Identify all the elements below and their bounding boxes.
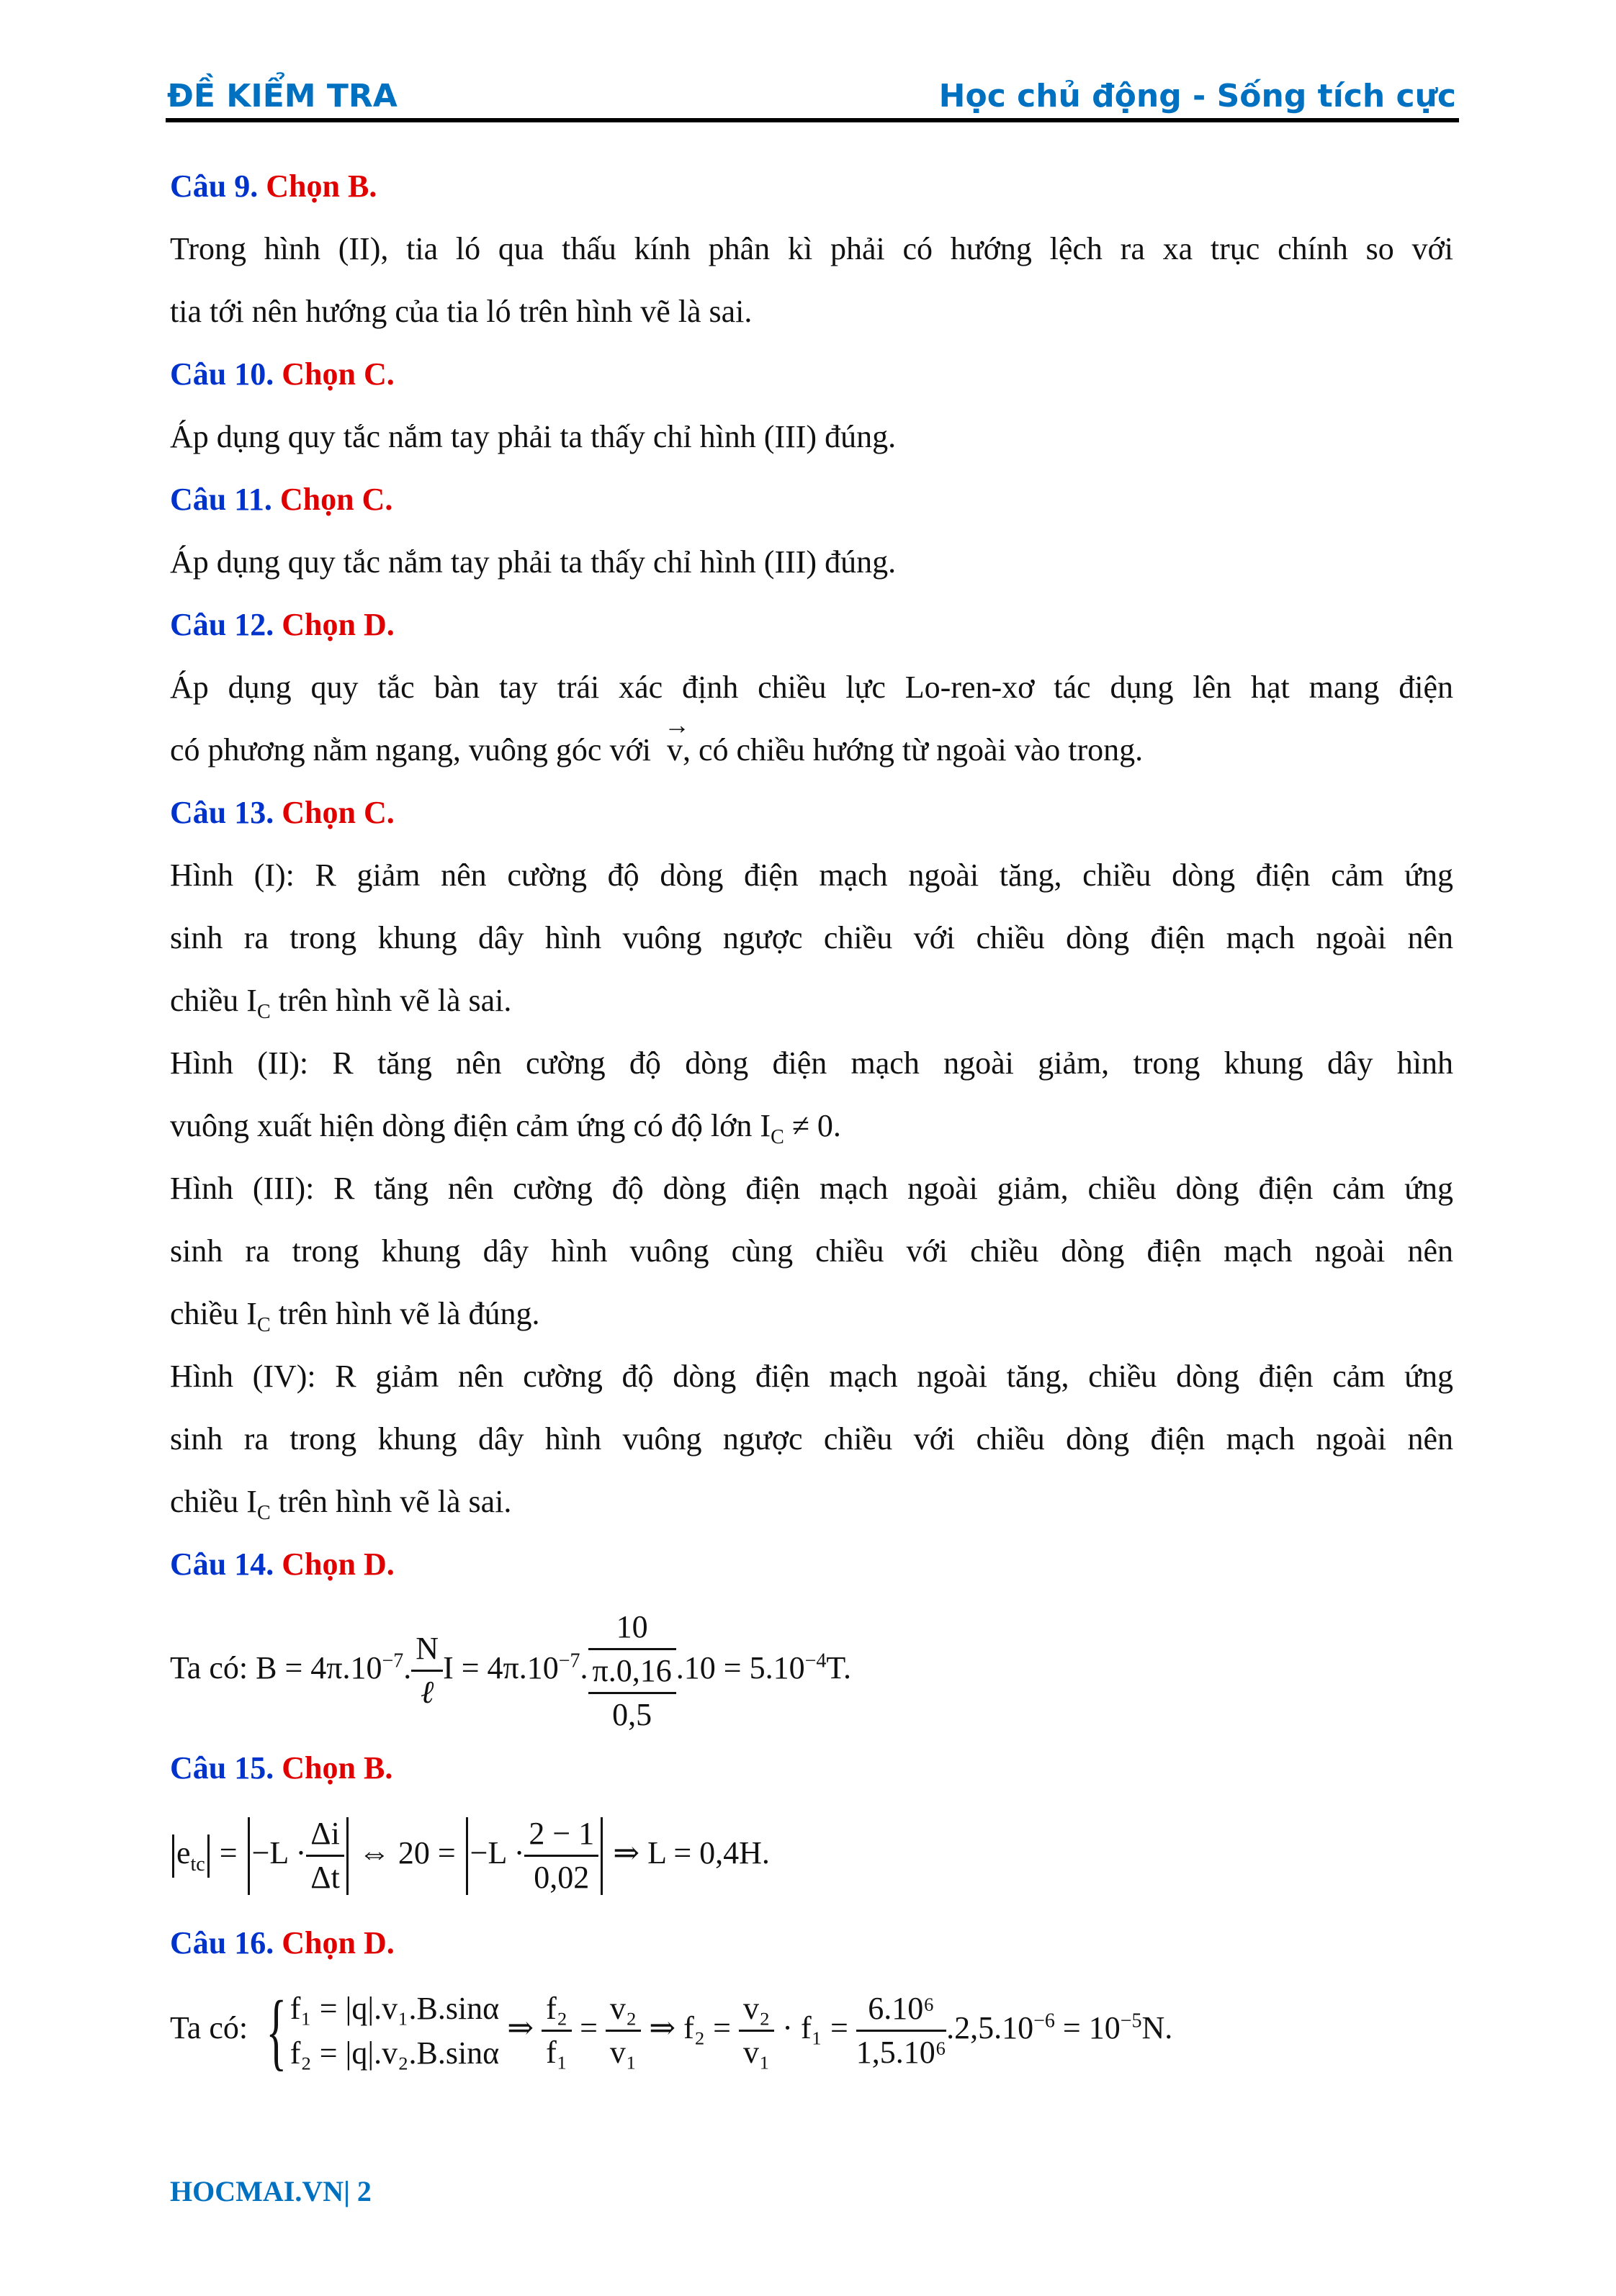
q13-h4-line-2: sinh ra trong khung dây hình vuông ngược chiều với chiều dòng điện mạch ngoài nên xyxy=(170,1421,1453,1457)
q13-h1-line-3: chiều $I_C$ trên hình vẽ là sai. xyxy=(170,983,512,1023)
q13-h4-line-1: Hình (IV): R giảm nên cường độ dòng điện mạch ngoài tăng, chiều dòng điện cảm ứng xyxy=(170,1359,1453,1394)
page-footer: HOCMAI.VN| 2 xyxy=(170,2175,372,2207)
question-label: Câu 16. xyxy=(170,1925,274,1960)
header-slogan: Học chủ động - Sống tích cực xyxy=(938,78,1456,114)
fraction-compound: 10 π.0,16 0,5 xyxy=(588,1606,676,1736)
question-label: Câu 13. xyxy=(170,795,274,830)
question-label: Câu 11. xyxy=(170,482,272,517)
q13-h3-line-3: chiều $I_C$ trên hình vẽ là đúng. xyxy=(170,1296,540,1336)
q12-line-2: có phương nằm ngang, vuông góc với → v, có chiều hướng từ ngoài vào trong. xyxy=(170,719,1453,781)
fraction-di-dt: $\frac{\Delta i}{\Delta t}$ xyxy=(306,1813,344,1899)
question-choice: Chọn D. xyxy=(282,1547,395,1582)
question-choice: Chọn D. xyxy=(282,1925,395,1960)
fraction-n-over-l: $\frac{N}{\text{ℓ}}$ xyxy=(411,1628,443,1714)
q16-equation: Ta có: { f₁ = |q|.v₁.B.sinα f₂ = |q|.v₂.B.sinα ⇒ $\frac{\text{f₂}}{\text{f₁}}$ = $\frac{\text{v₂}}{\text{v₁}}$ ⇒ f₂ = $\frac{\text{v₂}}{\text{v₁}}$ · f₁ = $\frac{\text{6.10⁶}}{\text{1,5.10⁶}}$ $.2,5.10^{-6} = 10^{-5}N$. xyxy=(170,1982,1173,2079)
vector-v: → v xyxy=(667,719,683,781)
page-header xyxy=(166,72,1459,122)
question-choice: Chọn C. xyxy=(282,356,395,392)
q13-h3-line-1: Hình (III): R tăng nên cường độ dòng điện mạch ngoài giảm, chiều dòng điện cảm ứng xyxy=(170,1171,1453,1206)
question-14-heading xyxy=(170,1533,1453,1595)
question-16-heading xyxy=(170,1912,1453,1974)
question-label: Câu 10. xyxy=(170,356,274,392)
q13-h3-line-2: sinh ra trong khung dây hình vuông cùng chiều với chiều dòng điện mạch ngoài nên xyxy=(170,1233,1453,1269)
answer-content xyxy=(170,155,1453,2082)
question-label: Câu 15. xyxy=(170,1750,274,1786)
q11-text: Áp dụng quy tắc nắm tay phải ta thấy chỉ hình (III) đúng. xyxy=(170,544,897,580)
equation-system: f₁ = |q|.v₁.B.sinα f₂ = |q|.v₂.B.sinα xyxy=(289,1990,500,2071)
question-13-heading xyxy=(170,781,1453,844)
question-choice: Chọn D. xyxy=(282,607,395,642)
question-choice: Chọn B. xyxy=(266,168,377,204)
question-10-heading xyxy=(170,343,1453,405)
question-11-heading xyxy=(170,468,1453,531)
header-title: ĐỀ KIỂM TRA xyxy=(167,78,398,114)
question-label: Câu 12. xyxy=(170,607,274,642)
q9-line-2: tia tới nên hướng của tia ló trên hình vẽ là sai. xyxy=(170,294,753,329)
q13-h2-line-1: Hình (II): R tăng nên cường độ dòng điện mạch ngoài giảm, trong khung dây hình xyxy=(170,1045,1453,1081)
q15-equation: $e_{tc} = -L$ · $\frac{\Delta i}{\Delta t}$ ⇔ 20 = −L · $\frac{2 - 1}{0,02}$ ⇒ L = 0,4H. xyxy=(170,1799,1453,1907)
q13-h1-line-2: sinh ra trong khung dây hình vuông ngược chiều với chiều dòng điện mạch ngoài nên xyxy=(170,920,1453,955)
question-label: Câu 14. xyxy=(170,1547,274,1582)
q12-line-1: Áp dụng quy tắc bàn tay trái xác định chiều lực Lo-ren-xơ tác dụng lên hạt mang điện xyxy=(170,670,1453,705)
q13-h4-line-3: chiều $I_C$ trên hình vẽ là sai. xyxy=(170,1484,512,1524)
q9-line-1: Trong hình (II), tia ló qua thấu kính phân kì phải có hướng lệch ra xa trục chính so với xyxy=(170,231,1453,266)
fraction-values: $\frac{2 - 1}{0,02}$ xyxy=(524,1813,598,1899)
question-9-heading xyxy=(170,155,1453,217)
question-choice: Chọn C. xyxy=(279,482,393,517)
question-12-heading xyxy=(170,593,1453,656)
question-choice: Chọn B. xyxy=(282,1750,393,1786)
q13-h2-line-2: vuông xuất hiện dòng điện cảm ứng có độ lớn $I_C \ne 0$. xyxy=(170,1108,841,1148)
question-choice: Chọn C. xyxy=(282,795,395,830)
question-label: Câu 9. xyxy=(170,168,259,204)
q13-h1-line-1: Hình (I): R giảm nên cường độ dòng điện mạch ngoài tăng, chiều dòng điện cảm ứng xyxy=(170,857,1453,893)
q14-equation: Ta có: $B = 4\pi.10^{-7}$. $\frac{N}{\text{ℓ}}$ $I = 4\pi.10^{-7}$. 10 π.0,16 0,5 $.10 = 5.10^{-4}T$. xyxy=(170,1600,1453,1737)
header-rule xyxy=(166,118,1459,122)
question-15-heading xyxy=(170,1737,1453,1799)
q10-text: Áp dụng quy tắc nắm tay phải ta thấy chỉ hình (III) đúng. xyxy=(170,419,897,454)
